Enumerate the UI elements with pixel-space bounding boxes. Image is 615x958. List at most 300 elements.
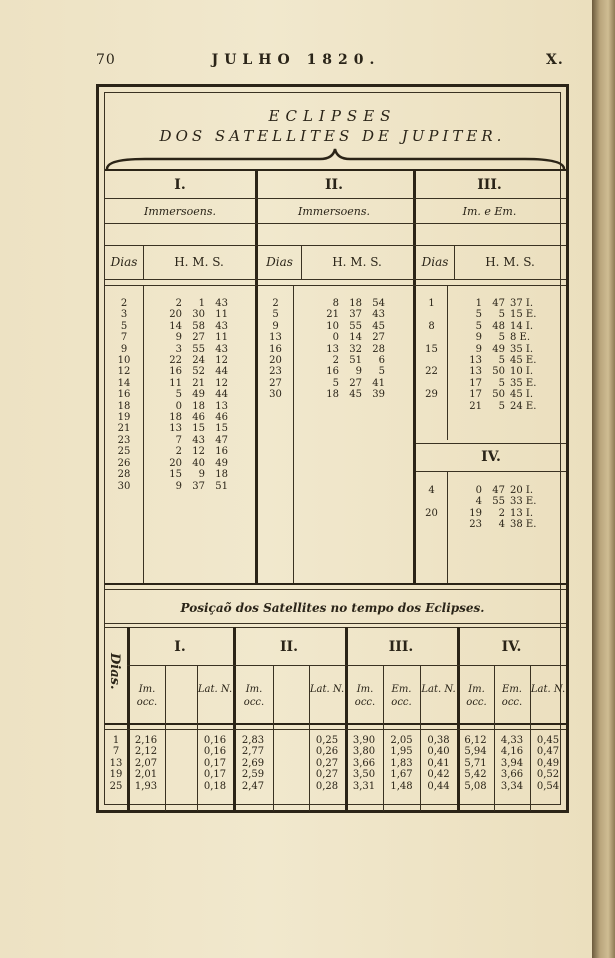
- table-title-line2: DOS SATELLITES DE JUPITER.: [159, 127, 506, 145]
- cell-value: 2: [120, 298, 128, 309]
- cell-value: 18: [192, 400, 205, 412]
- cell-value: 0,49: [536, 757, 560, 769]
- cell-value: 5: [332, 377, 339, 389]
- cell-value: 2,69: [241, 757, 265, 769]
- cell-value: 47: [492, 298, 505, 309]
- cell-value: 55: [192, 343, 205, 355]
- cell-value: 5: [475, 309, 482, 321]
- cell-value: 18: [169, 412, 182, 424]
- cell-value: 9: [175, 480, 182, 492]
- cell-value: 0,28: [315, 780, 339, 792]
- cell-value: 37 I.: [510, 298, 534, 309]
- cell-value: 14: [349, 332, 362, 344]
- cell-value: 5: [498, 400, 505, 412]
- satellite-II-heading: II.: [325, 177, 343, 193]
- cell-value: 13: [469, 366, 482, 378]
- cell-value: 21: [117, 423, 131, 435]
- table-frame: [96, 84, 569, 813]
- cell-value: 0,18: [203, 780, 227, 792]
- book-spine-edge: [592, 0, 615, 958]
- satellite-III-hours: [460, 298, 482, 412]
- col-head-lat-n: Lat. N.: [421, 684, 456, 695]
- cell-value: 16: [169, 366, 182, 378]
- cell-value: 44: [215, 389, 228, 401]
- cell-value: 5,42: [464, 769, 487, 781]
- satellite-II-subheading: Immersoens.: [298, 205, 370, 218]
- cell-value: 16: [269, 343, 282, 355]
- satellite-III-days: [416, 298, 447, 412]
- cell-value: [416, 378, 447, 389]
- cell-value: 28: [117, 469, 131, 481]
- rule: [105, 589, 566, 590]
- cell-value: 18: [215, 469, 228, 481]
- hms-header: H. M. S.: [332, 255, 382, 269]
- cell-value: 5: [378, 366, 385, 378]
- page-number: 70: [96, 52, 116, 68]
- cell-value: 3,66: [500, 769, 524, 781]
- cell-value: 20: [269, 355, 282, 367]
- cell-value: [416, 332, 447, 343]
- cell-value: 5: [498, 309, 505, 321]
- cell-value: 1,95: [390, 746, 413, 758]
- cell-value: 13 I.: [510, 507, 534, 519]
- cell-value: 9: [355, 366, 362, 378]
- cell-value: [416, 496, 447, 507]
- cell-value: [416, 309, 447, 320]
- cell-value: 9: [272, 320, 279, 332]
- cell-value: 46: [215, 412, 228, 424]
- cell-value: 10 I.: [510, 366, 534, 378]
- cell-value: 4: [498, 519, 505, 531]
- satellite-IV-heading: IV.: [481, 449, 501, 465]
- cell-value: 23: [269, 366, 282, 378]
- cell-value: [416, 355, 447, 366]
- cell-value: 7: [120, 332, 128, 344]
- cell-value: 43: [215, 320, 228, 332]
- cell-value: 41: [372, 377, 385, 389]
- cell-value: 1: [198, 298, 205, 309]
- cell-value: 15 E.: [510, 309, 537, 321]
- col-head-lat-n: Lat. N.: [309, 684, 345, 695]
- satellite-II-seconds: [365, 298, 385, 401]
- column-divider: [143, 285, 144, 583]
- cell-value: 2: [175, 298, 182, 309]
- cell-value: 0,17: [203, 757, 227, 769]
- cell-value: 2,01: [134, 769, 158, 781]
- cell-value: 0,16: [203, 735, 227, 746]
- positions-I-im-occ: [127, 735, 165, 792]
- cell-value: 0,16: [203, 746, 227, 758]
- cell-value: 15: [425, 343, 438, 355]
- cell-value: 16: [117, 389, 131, 401]
- cell-value: 17: [469, 377, 482, 389]
- rule: [105, 285, 566, 286]
- cell-value: 0: [475, 485, 482, 496]
- cell-value: 40: [192, 457, 205, 469]
- cell-value: 58: [192, 320, 205, 332]
- cell-value: 3,31: [352, 780, 376, 792]
- cell-value: 25: [109, 780, 123, 792]
- cell-value: 50: [492, 366, 505, 378]
- cell-value: 0,27: [315, 769, 339, 781]
- rule: [105, 627, 566, 628]
- positions-IV-im-occ: [457, 735, 494, 792]
- cell-value: 45: [349, 389, 362, 401]
- cell-value: 18: [117, 400, 131, 412]
- cell-value: 1: [112, 735, 120, 746]
- cell-value: 16: [326, 366, 339, 378]
- cell-value: 2: [175, 446, 182, 458]
- cell-value: 12: [117, 366, 131, 378]
- rule: [105, 723, 566, 725]
- cell-value: 2: [498, 507, 505, 519]
- cell-value: 43: [215, 298, 228, 309]
- cell-value: 2: [332, 355, 339, 367]
- table-title-line1: ECLIPSES: [268, 107, 397, 125]
- cell-value: 17: [469, 389, 482, 401]
- cell-value: 21: [326, 309, 339, 321]
- running-title: JULHO 1820.: [211, 52, 381, 68]
- cell-value: 8 E.: [510, 332, 531, 344]
- cell-value: 2,83: [241, 735, 265, 746]
- cell-value: 11: [215, 332, 228, 344]
- cell-value: 16: [215, 446, 228, 458]
- positions-III-lat: [420, 735, 457, 792]
- cell-value: 0,25: [315, 735, 339, 746]
- column-divider: [447, 285, 448, 440]
- cell-value: 5: [498, 332, 505, 344]
- cell-value: 1,83: [390, 757, 413, 769]
- cell-value: 0,40: [427, 746, 450, 758]
- cell-value: 9: [198, 469, 205, 481]
- cell-value: 27: [269, 377, 282, 389]
- month-roman-numeral: X.: [546, 52, 564, 68]
- cell-value: 52: [192, 366, 205, 378]
- cell-value: 13: [215, 400, 228, 412]
- col-head-im-occ: Im. occ.: [243, 684, 265, 708]
- cell-value: 2: [272, 298, 279, 309]
- cell-value: 4,33: [500, 735, 524, 746]
- col-head-em-occ: Em. occ.: [501, 684, 523, 708]
- satellite-III-minutes: [485, 298, 505, 412]
- cell-value: 15: [215, 423, 228, 435]
- cell-value: 27: [349, 377, 362, 389]
- cell-value: 4: [428, 485, 435, 496]
- dias-header: Dias: [421, 255, 449, 269]
- cell-value: 30: [117, 480, 131, 492]
- cell-value: 9: [120, 343, 128, 355]
- cell-value: 0: [332, 332, 339, 344]
- cell-value: 55: [349, 320, 362, 332]
- cell-value: 20: [169, 457, 182, 469]
- cell-value: 5,94: [464, 746, 487, 758]
- cell-value: 19: [109, 769, 123, 781]
- cell-value: 11: [215, 309, 228, 321]
- cell-value: 9: [175, 332, 182, 344]
- cell-value: 55: [492, 496, 505, 508]
- rule: [105, 223, 566, 224]
- cell-value: 13: [269, 332, 282, 344]
- satellite-IV-minutes: [485, 485, 505, 531]
- cell-value: 35 E.: [510, 377, 537, 389]
- positions-group-II: II.: [280, 639, 298, 655]
- cell-value: 20: [169, 309, 182, 321]
- cell-value: 45: [372, 320, 385, 332]
- cell-value: 29: [425, 389, 438, 401]
- cell-value: 32: [349, 343, 362, 355]
- cell-value: 47: [492, 485, 505, 496]
- cell-value: 1: [428, 298, 435, 309]
- column-divider: [293, 285, 294, 583]
- col-head-lat-n: Lat. N.: [530, 684, 566, 695]
- cell-value: 49: [192, 389, 205, 401]
- positions-title: Posiçaõ dos Satellites no tempo dos Eclipses.: [180, 601, 485, 615]
- cell-value: 27: [372, 332, 385, 344]
- cell-value: 8: [332, 298, 339, 309]
- positions-I-lat: [197, 735, 233, 792]
- satellite-II-hours: [317, 298, 339, 401]
- positions-II-lat: [309, 735, 345, 792]
- cell-value: 12: [215, 377, 228, 389]
- cell-value: 13: [326, 343, 339, 355]
- cell-value: 49: [215, 457, 228, 469]
- positions-group-III: III.: [388, 639, 414, 655]
- satellite-I-heading: I.: [174, 177, 186, 193]
- cell-value: 54: [372, 298, 385, 309]
- cell-value: [416, 519, 447, 530]
- cell-value: 0,26: [315, 746, 339, 758]
- cell-value: 5: [120, 320, 128, 332]
- cell-value: 24 E.: [510, 400, 537, 412]
- cell-value: 22: [169, 355, 182, 367]
- cell-value: 25: [117, 446, 131, 458]
- cell-value: 1: [475, 298, 482, 309]
- cell-value: 12: [192, 446, 205, 458]
- cell-value: 20 I.: [510, 485, 534, 496]
- column-divider: [165, 665, 166, 811]
- cell-value: 13: [109, 757, 123, 769]
- cell-value: 3,80: [352, 746, 376, 758]
- rule: [416, 471, 566, 472]
- cell-value: 5,71: [464, 757, 487, 769]
- cell-value: 5: [175, 389, 182, 401]
- cell-value: 6: [378, 355, 385, 367]
- cell-value: 0,45: [536, 735, 560, 746]
- cell-value: 2,16: [134, 735, 158, 746]
- cell-value: 44: [215, 366, 228, 378]
- rule: [416, 443, 566, 444]
- cell-value: 37: [192, 480, 205, 492]
- cell-value: 38 E.: [510, 519, 537, 531]
- column-divider: [447, 471, 448, 583]
- cell-value: 0,17: [203, 769, 227, 781]
- cell-value: 3,66: [352, 757, 376, 769]
- satellite-I-days: [105, 298, 143, 492]
- cell-value: 4: [475, 496, 482, 508]
- table-inner: [104, 92, 566, 805]
- rule: [105, 623, 566, 624]
- cell-value: 3: [120, 309, 128, 321]
- cell-value: 18: [326, 389, 339, 401]
- rule: [105, 245, 566, 246]
- cell-value: 2,59: [241, 769, 265, 781]
- cell-value: 48: [492, 320, 505, 332]
- cell-value: 9: [475, 343, 482, 355]
- cell-value: 2,07: [134, 757, 158, 769]
- cell-value: [416, 401, 447, 412]
- cell-value: 0,54: [536, 780, 560, 792]
- positions-III-im-occ: [345, 735, 383, 792]
- cell-value: 45 I.: [510, 389, 534, 401]
- hms-header: H. M. S.: [174, 255, 224, 269]
- col-head-em-occ: Em. occ.: [391, 684, 412, 708]
- cell-value: 5: [272, 309, 279, 321]
- cell-value: 9: [475, 332, 482, 344]
- cell-value: 10: [117, 355, 131, 367]
- cell-value: 46: [192, 412, 205, 424]
- cell-value: 14: [117, 377, 131, 389]
- cell-value: 8: [428, 320, 435, 332]
- satellite-I-hours: [160, 298, 182, 492]
- cell-value: 6,12: [464, 735, 487, 746]
- cell-value: 28: [372, 343, 385, 355]
- positions-group-I: I.: [174, 639, 186, 655]
- col-head-im-occ: Im. occ.: [136, 684, 158, 708]
- cell-value: 0,41: [427, 757, 450, 769]
- dias-header: Dias: [266, 255, 293, 269]
- cell-value: 0,27: [315, 757, 339, 769]
- positions-IV-lat: [530, 735, 566, 792]
- cell-value: 24: [192, 355, 205, 367]
- positions-II-im-occ: [233, 735, 273, 792]
- cell-value: 3,94: [500, 757, 524, 769]
- cell-value: 20: [425, 507, 438, 519]
- cell-value: 43: [372, 309, 385, 321]
- cell-value: 1,48: [390, 780, 413, 792]
- col-head-lat-n: Lat. N.: [197, 684, 233, 695]
- cell-value: 0,52: [536, 769, 560, 781]
- cell-value: 19: [469, 507, 482, 519]
- cell-value: 15: [169, 469, 182, 481]
- cell-value: 5: [475, 320, 482, 332]
- cell-value: 0,47: [536, 746, 560, 758]
- cell-value: 3,50: [352, 769, 376, 781]
- cell-value: 14 I.: [510, 320, 534, 332]
- cell-value: 1,93: [134, 780, 158, 792]
- cell-value: 2,47: [241, 780, 265, 792]
- curly-brace-ornament: [105, 147, 566, 171]
- cell-value: 21: [192, 377, 205, 389]
- cell-value: 5: [498, 355, 505, 367]
- cell-value: 13: [469, 355, 482, 367]
- cell-value: 50: [492, 389, 505, 401]
- cell-value: 30: [192, 309, 205, 321]
- cell-value: 37: [349, 309, 362, 321]
- cell-value: 2,05: [390, 735, 413, 746]
- satellite-I-subheading: Immersoens.: [144, 205, 216, 218]
- rule: [105, 169, 566, 171]
- cell-value: 22: [425, 366, 438, 378]
- cell-value: 49: [492, 343, 505, 355]
- cell-value: 19: [117, 412, 131, 424]
- cell-value: 39: [372, 389, 385, 401]
- positions-III-em-occ: [383, 735, 420, 792]
- cell-value: 12: [215, 355, 228, 367]
- cell-value: 5: [498, 377, 505, 389]
- rule: [105, 729, 566, 730]
- cell-value: 51: [215, 480, 228, 492]
- satellite-IV-hours: [460, 485, 482, 531]
- satellite-III-seconds: [510, 298, 560, 412]
- cell-value: 0: [175, 400, 182, 412]
- cell-value: 51: [349, 355, 362, 367]
- cell-value: 0,44: [427, 780, 450, 792]
- cell-value: 21: [469, 400, 482, 412]
- satellite-II-days: [258, 298, 293, 401]
- cell-value: 1,67: [390, 769, 413, 781]
- cell-value: 0,42: [427, 769, 450, 781]
- cell-value: 23: [117, 434, 131, 446]
- cell-value: 3: [175, 343, 182, 355]
- cell-value: 15: [192, 423, 205, 435]
- cell-value: 2,12: [134, 746, 158, 758]
- cell-value: 2,77: [241, 746, 265, 758]
- rule: [105, 279, 566, 280]
- cell-value: 7: [175, 434, 182, 446]
- satellite-IV-days: [416, 485, 447, 531]
- cell-value: 33 E.: [510, 496, 537, 508]
- cell-value: 18: [349, 298, 362, 309]
- cell-value: 23: [469, 519, 482, 531]
- positions-days: [105, 735, 127, 792]
- col-head-im-occ: Im. occ.: [354, 684, 376, 708]
- satellite-I-minutes: [185, 298, 205, 492]
- cell-value: 7: [112, 746, 120, 758]
- cell-value: 0,38: [427, 735, 450, 746]
- satellite-IV-seconds: [510, 485, 560, 531]
- cell-value: 14: [169, 320, 182, 332]
- cell-value: 3,90: [352, 735, 376, 746]
- positions-dias-label: Dias.: [107, 653, 122, 690]
- satellite-I-seconds: [208, 298, 228, 492]
- rule: [127, 665, 566, 666]
- dias-header: Dias: [110, 255, 138, 269]
- satellite-III-heading: III.: [477, 177, 502, 193]
- cell-value: 11: [169, 377, 182, 389]
- col-head-im-occ: Im. occ.: [466, 684, 487, 708]
- rule: [105, 198, 566, 199]
- cell-value: 45 E.: [510, 355, 537, 367]
- cell-value: 27: [192, 332, 205, 344]
- positions-group-IV: IV.: [501, 639, 522, 655]
- cell-value: 5,08: [464, 780, 487, 792]
- cell-value: 43: [192, 434, 205, 446]
- cell-value: 10: [326, 320, 339, 332]
- column-divider: [273, 665, 274, 811]
- hms-header: H. M. S.: [485, 255, 535, 269]
- rule: [105, 583, 566, 585]
- satellite-II-minutes: [342, 298, 362, 401]
- cell-value: 47: [215, 434, 228, 446]
- running-head: [0, 52, 592, 76]
- cell-value: 35 I.: [510, 343, 534, 355]
- cell-value: 4,16: [500, 746, 524, 758]
- cell-value: 43: [215, 343, 228, 355]
- positions-IV-em-occ: [494, 735, 530, 792]
- cell-value: 13: [169, 423, 182, 435]
- cell-value: 3,34: [500, 780, 524, 792]
- cell-value: 26: [117, 457, 131, 469]
